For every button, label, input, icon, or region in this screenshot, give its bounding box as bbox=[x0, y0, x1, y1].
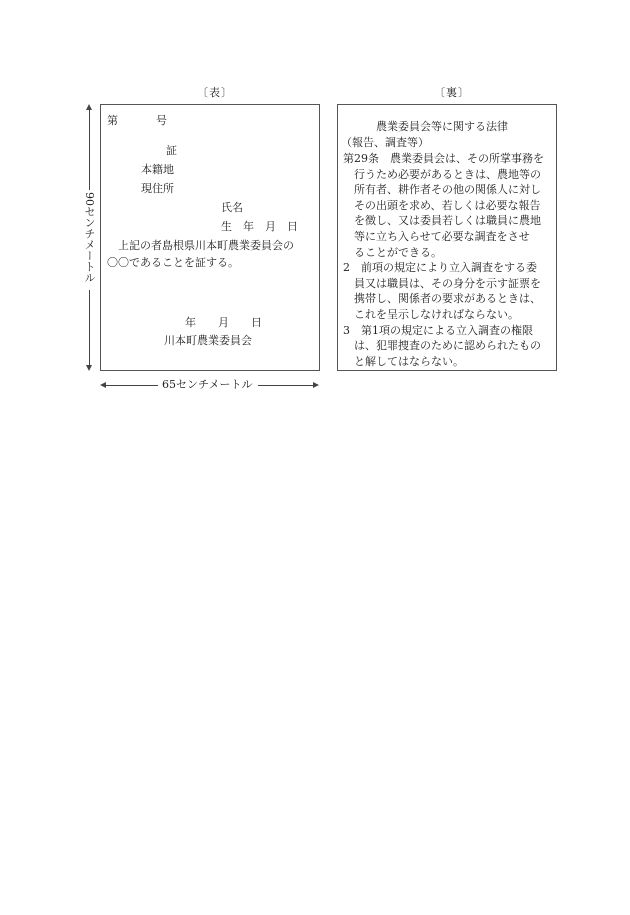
height-dimension-label: 90センチメートル bbox=[83, 192, 96, 283]
law-text-line: 3 第1項の規定による立入調査の権限 bbox=[343, 323, 533, 337]
width-dimension-label: 65センチメートル bbox=[162, 378, 253, 391]
issue-date: 年 月 日 bbox=[185, 316, 262, 329]
law-text-line: その出頭を求め、若しくは必要な報告 bbox=[343, 198, 541, 212]
birth-date: 生 年 月 日 bbox=[221, 220, 298, 233]
law-text-line: これを呈示しなければならない。 bbox=[343, 308, 519, 321]
law-text-line: 行うため必要があるときは、農地等の bbox=[343, 167, 541, 181]
card-title: 証 bbox=[166, 144, 177, 157]
law-text-line: は、犯罪捜査のために認められたもの bbox=[343, 339, 541, 353]
law-text-line: を徴し、又は委員若しくは職員に農地 bbox=[343, 214, 541, 228]
law-title: 農業委員会等に関する法律 bbox=[376, 120, 508, 133]
height-dimension-line-bottom bbox=[89, 290, 90, 365]
law-text-line: 第29条 農業委員会は、その所掌事務を bbox=[343, 152, 544, 165]
number-prefix: 第 bbox=[107, 114, 118, 127]
law-text-line: 2 前項の規定により立入調査をする委 bbox=[343, 261, 537, 275]
law-subtitle: （報告、調査等） bbox=[341, 136, 429, 149]
front-card bbox=[100, 104, 320, 371]
certify-line-2: 〇〇であることを証する。 bbox=[107, 256, 239, 269]
law-text-line: 所有者、耕作者その他の関係人に対し bbox=[343, 183, 541, 197]
height-dimension-line-top bbox=[89, 110, 90, 190]
law-text-line: ることができる。 bbox=[343, 245, 442, 259]
width-dimension-line-right bbox=[258, 385, 313, 386]
arrow-down-icon bbox=[86, 365, 92, 371]
domicile-label: 本籍地 bbox=[141, 163, 174, 176]
address-label: 現住所 bbox=[141, 182, 174, 195]
width-dimension-line-left bbox=[106, 385, 158, 386]
arrow-right-icon bbox=[313, 382, 319, 388]
law-text-line: と解してはならない。 bbox=[343, 354, 464, 368]
number-suffix: 号 bbox=[156, 114, 167, 127]
front-side-label: 〔表〕 bbox=[197, 86, 233, 99]
back-card bbox=[337, 104, 557, 371]
law-text-line: 携帯し、関係者の要求があるときは、 bbox=[343, 292, 541, 306]
law-text-line: 員又は職員は、その身分を示す証票を bbox=[343, 276, 541, 290]
issuer: 川本町農業委員会 bbox=[164, 334, 252, 347]
law-text-line: 等に立ち入らせて必要な調査をさせ bbox=[343, 230, 530, 243]
name-label: 氏名 bbox=[221, 201, 243, 214]
back-side-label: 〔裏〕 bbox=[434, 86, 470, 99]
certify-line-1: 上記の者島根県川本町農業委員会の bbox=[118, 239, 294, 252]
